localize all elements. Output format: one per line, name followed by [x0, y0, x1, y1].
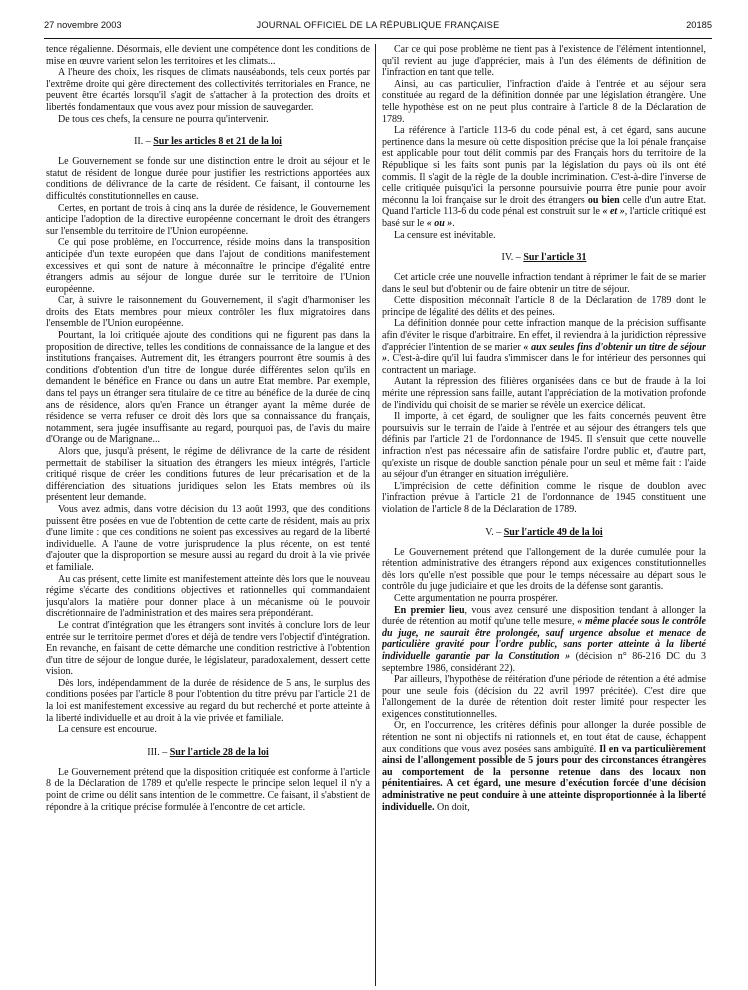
paragraph: Ce qui pose problème, en l'occurrence, réside moins dans la transposition anticipée d'un texte européen que dans l'ajout de conditions manifestement excessives et qui sont de nature à méconnaître le principe d'égalité entre étrangers admis au séjour de longue durée sur le territoire de l'Union européenne. — [46, 237, 370, 295]
paragraph: La censure est encourue. — [58, 724, 157, 736]
journal-title: JOURNAL OFFICIEL DE LA RÉPUBLIQUE FRANÇAISE — [256, 20, 500, 30]
paragraph: Le Gouvernement prétend que la disposition critiquée est conforme à l'article 8 de la Déclaration de 1789 et qu'elle respecte le principe selon lequel il n'y a point de crime ou délit sans intention de le commettre. Ce faisant, il s'abstient de répondre à la critique précise formulée à l'encontre de cet article. — [46, 766, 370, 813]
paragraph: Or, en l'occurrence, les critères définis pour allonger la durée possible de rétention ne sont ni objectifs ni rationnels et, en tout état de cause, échappent aux conditions que vous avez posées sans ambiguïté. Il en va particulièrement ainsi de l'allongement possible de 5 jours pour des circonstances étrangères au comportement de la personne retenue dans des locaux non pénitentiaires. A cet égard, une mesure d'exécution forcée d'une décision administrative ne peut conduire à une atteinte disproportionnée à la liberté individuelle. On doit, — [382, 720, 706, 813]
page-header — [44, 20, 712, 36]
column-divider — [375, 44, 376, 986]
section-heading-v — [382, 527, 706, 539]
left-column — [46, 44, 370, 986]
section-title: Sur les articles 8 et 21 de la loi — [153, 136, 282, 148]
section-title: Sur l'article 49 de la loi — [503, 526, 603, 538]
section-title: Sur l'article 31 — [523, 252, 587, 264]
paragraph: Autant la répression des filières organisées dans ce but de fraude à la loi mérite une répression sans faille, autant l'appréciation de la motivation profonde de l'individu qui choisit de se marier se révèle un exercice délicat. — [382, 376, 706, 411]
paragraph: La censure est inévitable. — [394, 229, 496, 241]
section-number: III. – — [147, 746, 168, 758]
paragraph: Au cas présent, cette limite est manifestement atteinte dès lors que le nouveau régime s'écarte des conditions objectives et rationnelles qui commandaient jusqu'alors la matière pour donner place à un mécanisme où le pouvoir discrétionnaire de l'administration et des maires sera prépondérant. — [46, 573, 370, 620]
paragraph: Il importe, à cet égard, de souligner que les faits concernés peuvent être poursuivis sur le terrain de l'aide à l'entrée et au séjour des étrangers tels que définis par l'article 21 de l'ordonnance de 1945. Il s'ensuit que cette nouvelle infraction n'est pas nécessaire afin de satisfaire l'ordre public et, d'autre part, qu'existe un risque de double sanction pénale pour un seul et même fait : l'aide au séjour d'un étranger en situation irrégulière. — [382, 411, 706, 481]
header-rule — [44, 38, 712, 39]
section-heading-iv — [382, 252, 706, 264]
section-number: IV. – — [501, 252, 521, 264]
paragraph: Cette disposition méconnaît l'article 8 de la Déclaration de 1789 dont le principe de légalité des délits et des peines. — [382, 295, 706, 318]
section-heading-iii — [46, 747, 370, 759]
paragraph: Le contrat d'intégration que les étrangers sont invités à conclure lors de leur entrée sur le territoire permet d'ores et déjà de tendre vers l'objectif d'intégration. En revanche, en faisant de cette démarche une condition restrictive à l'obtention d'un titre de séjour de longue durée, le législateur, paradoxalement, dessert cette vision. — [46, 619, 370, 678]
paragraph: Alors que, jusqu'à présent, le régime de délivrance de la carte de résident permettait de stabiliser la situation des étrangers les mieux intégrés, l'article critiqué risque de créer les conditions futures de leur précarisation et de la différenciation des situations juridiques selon les Etats membres où ils présentent leur demande. — [46, 446, 370, 504]
section-number: II. – — [134, 136, 151, 148]
paragraph: La référence à l'article 113-6 du code pénal est, à cet égard, sans aucune pertinence dans la mesure où cette disposition précise que la loi pénale française est applicable pour tout délit commis par des Français hors du territoire de la République si les faits sont punis par la législation du pays où ils ont été commis. Il s'agit de la règle de la double incrimination. C'est-à-dire l'inverse de celle critiquée puisqu'ici la personne poursuivie pourra être punie pour avoir méconnu la loi française sur le droit des étrangers ou bien celle d'un autre Etat. Quand l'article 113-6 du code pénal est construit sur le « et », l'article critiqué est basé sur le « ou ». — [382, 125, 706, 229]
page-number: 20185 — [686, 20, 712, 30]
paragraph: Vous avez admis, dans votre décision du 13 août 1993, que des conditions puissent être posées en vue de l'obtention de cette carte de résident, mais au prix d'une limite : que ces conditions ne soient pas excessives au regard de la liberté individuelle. A l'aune de votre jurisprudence la plus récente, on est tenté d'ajouter que la disproportion se mesure aussi au regard du droit à la vie privée et familiale. — [46, 503, 370, 573]
section-title: Sur l'article 28 de la loi — [169, 746, 269, 758]
paragraph: tence régalienne. Désormais, elle devient une compétence dont les conditions de mise en œuvre varient selon les territoires et les climats... — [46, 44, 370, 67]
right-column — [382, 44, 706, 986]
paragraph: Pourtant, la loi critiquée ajoute des conditions qui ne figurent pas dans la proposition de directive, telles les conditions de connaissance de la langue et des institutions françaises. Autrement dit, les étrangers pourront être soumis à des conditions d'obtention d'un titre de longue durée différentes selon qu'ils en demandent le bénéfice en France ou dans un autre Etat membre. Par exemple, dans tel pays un étranger sera titulaire de ce titre au bénéfice de la durée de cinq ans de résidence, alors qu'en France un étranger ayant la même durée de résidence se verra refuser ce droit dès lors que sa connaissance du français, notamment, sera jugée insuffisante au regard, pourquoi pas, de l'avis du maire d'Orange ou de Marignane... — [46, 330, 370, 446]
paragraph: Dès lors, indépendamment de la durée de résidence de 5 ans, le surplus des conditions posées par l'article 8 pour l'obtention du titre prévu par l'article 21 de la loi est manifestement excessive au regard du but recherché et porte atteinte à la liberté individuelle et au droit à la vie privée et familiale. — [46, 677, 370, 724]
paragraph: Car, à suivre le raisonnement du Gouvernement, il s'agit d'harmoniser les droits des Etats membres pour mieux contrôler les flux migratoires dans l'ensemble de l'Union européenne. — [46, 295, 370, 330]
paragraph: L'imprécision de cette définition comme le risque de doublon avec l'infraction prévue à l'article 21 de l'ordonnance de 1945 constituent une violation de l'article 8 de la Déclaration de 1789. — [382, 480, 706, 515]
paragraph: Cet article crée une nouvelle infraction tendant à réprimer le fait de se marier dans le seul but d'obtenir ou de faire obtenir un titre de séjour. — [382, 272, 706, 295]
paragraph: La définition donnée pour cette infraction manque de la précision suffisante afin d'éviter le risque d'arbitraire. En effet, il reviendra à la juridiction répressive d'apprécier l'intention de se marier « aux seules fins d'obtenir un titre de séjour ». C'est-à-dire qu'il lui faudra s'immiscer dans le for intérieur des personnes qui contractent un mariage. — [382, 318, 706, 376]
paragraph: Certes, en portant de trois à cinq ans la durée de résidence, le Gouvernement anticipe l'adoption de la directive européenne concernant le droit des étrangers sur l'ensemble du territoire de l'Union européenne. — [46, 202, 370, 237]
paragraph: De tous ces chefs, la censure ne pourra qu'intervenir. — [58, 113, 269, 125]
issue-date: 27 novembre 2003 — [44, 20, 122, 30]
section-heading-ii — [46, 136, 370, 148]
paragraph: Par ailleurs, l'hypothèse de réitération d'une période de rétention a été admise pour une seule fois (décision du 22 avril 1997 précitée). C'est dire que l'allongement de la durée de rétention doit rester limité pour respecter les exigences constitutionnelles. — [382, 674, 706, 720]
paragraph: Cette argumentation ne pourra prospérer. — [394, 592, 558, 604]
paragraph: Car ce qui pose problème ne tient pas à l'existence de l'élément intentionnel, qu'il revient au juge d'apprécier, mais à l'un des éléments de définition de l'infraction en tant que telle. — [382, 44, 706, 79]
paragraph: A l'heure des choix, les risques de climats nauséabonds, tels ceux portés par l'extrême droite qui gère directement des collectivités territoriales en France, ne peuvent être écartés lorsqu'il s'agit de s'attacher à la protection des droits et libertés fondamentaux que vous avez pour mission de sauvegarder. — [46, 67, 370, 113]
paragraph: Le Gouvernement prétend que l'allongement de la durée cumulée pour la rétention administrative des étrangers répond aux exigences constitutionnelles dès lors qu'elle n'est possible que pour le temps nécessaire au départ sous le contrôle du juge judiciaire et que les droits de la défense sont garantis. — [382, 546, 706, 593]
section-number: V. – — [485, 526, 502, 538]
paragraph: Le Gouvernement se fonde sur une distinction entre le droit au séjour et le statut de résident de longue durée pour justifier les restrictions apportées aux conditions de délivrance de la carte de résident. Ce faisant, il contourne les difficultés constitutionnelles en cause. — [46, 156, 370, 202]
paragraph: En premier lieu, vous avez censuré une disposition tendant à allonger la durée de rétention au motif qu'une telle mesure, « même placée sous le contrôle du juge, ne saurait être prolongée, sauf urgence absolue et menace de particulière gravité pour l'ordre public, sans porter atteinte à la liberté individuelle garantie par la Constitution » (décision n° 86-216 DC du 3 septembre 1986, considérant 22). — [382, 604, 706, 674]
paragraph: Ainsi, au cas particulier, l'infraction d'aide à l'entrée et au séjour sera constituée au regard de la définition donnée par une législation étrangère. Une telle hypothèse est on ne peut plus contraire à l'article 8 de la Déclaration de 1789. — [382, 78, 706, 125]
